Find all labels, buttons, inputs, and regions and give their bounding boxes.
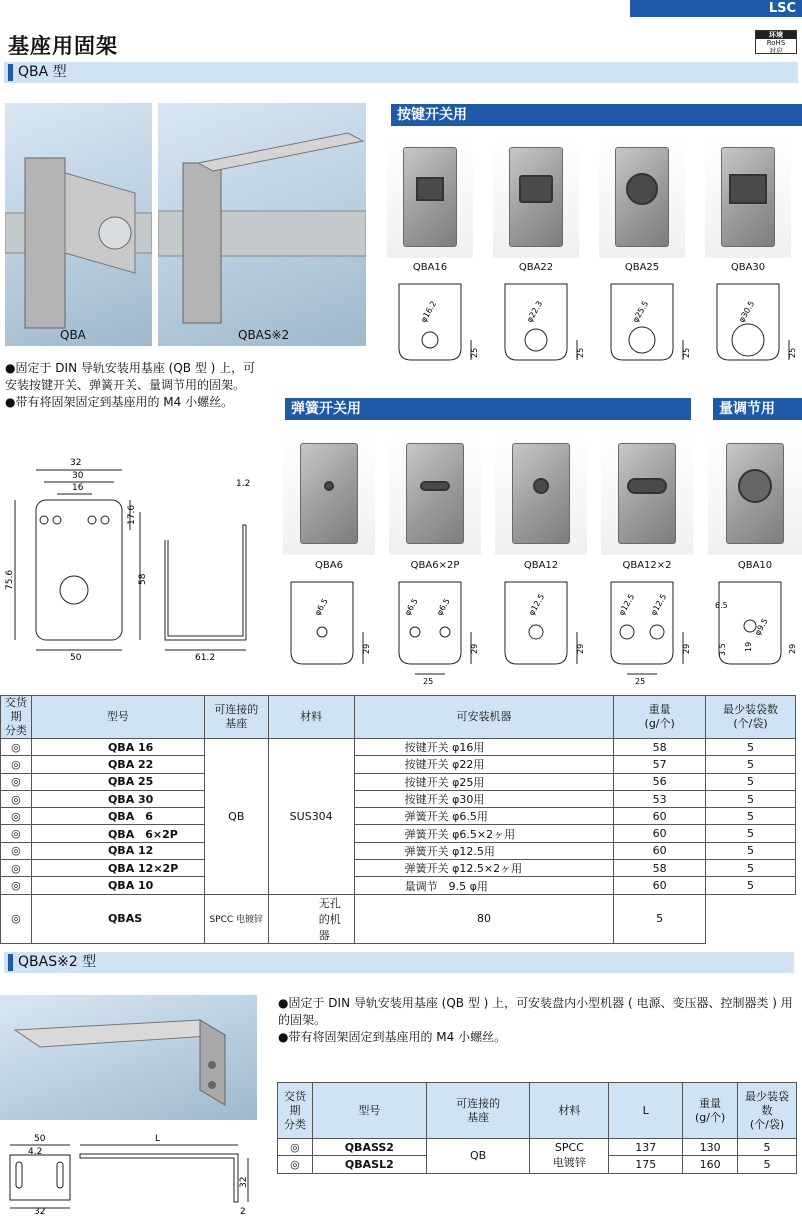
th-min-qty: 最少装袋数 (个/袋): [706, 696, 796, 739]
rohs-line-2: RoHS: [766, 39, 786, 47]
height-qba16: 25: [470, 347, 479, 358]
th-model: 型号: [312, 1083, 426, 1139]
table-row: [1, 860, 796, 877]
qbas-dim-32-side: 32: [239, 1176, 249, 1188]
cell-mark: ◎: [278, 1156, 313, 1173]
cell-equipment: 弹簧开关 φ12.5用: [354, 842, 614, 859]
qba-spec-table: [0, 695, 796, 944]
dia-qba30: φ30.5: [736, 299, 757, 324]
th-weight: 重量 (g/个): [683, 1083, 738, 1139]
dia-qba25: φ25.5: [630, 299, 651, 324]
caption-qba12: QBA12: [523, 560, 559, 571]
cell-model: QBA 30: [31, 790, 204, 807]
qbas-dim-l: L: [155, 1134, 161, 1144]
dia-qba6: φ6.5: [312, 596, 330, 617]
cell-weight: 60: [614, 825, 706, 842]
table-row: [1, 877, 796, 894]
cell-material: SPCC 电镀锌: [530, 1139, 609, 1174]
th-delivery: 交货期 分类: [278, 1083, 313, 1139]
height-qba25: 25: [682, 347, 691, 358]
cell-qty: 5: [706, 773, 796, 790]
cell-qty: 5: [706, 808, 796, 825]
qba-bullets: [5, 360, 265, 411]
cell-equipment: 按键开关 φ30用: [354, 790, 614, 807]
cell-mark: ◎: [1, 894, 32, 943]
th-delivery: 交货期 分类: [1, 696, 32, 739]
width-qba12x2: 25: [635, 677, 646, 686]
cell-weight: 60: [614, 808, 706, 825]
cell-qty: 5: [706, 756, 796, 773]
cell-weight: 56: [614, 773, 706, 790]
cell-length: 137: [609, 1139, 683, 1156]
th-material: 材料: [530, 1083, 609, 1139]
qbas-bullet-1: ●固定于 DIN 导轨安装用基座 (QB 型 ) 上，可安装盘内小型机器 ( 电源、变压器、控制器类 ) 用的固架。: [278, 996, 793, 1027]
dim-qba10-6-5: 6.5: [715, 601, 728, 610]
cell-model: QBAS: [31, 894, 204, 943]
table-row: [1, 739, 796, 756]
cell-material: SUS304: [268, 739, 354, 895]
photo-qbas-product: [0, 995, 257, 1120]
dim-1-2: 1.2: [236, 479, 251, 489]
height-qba10: 29: [788, 643, 797, 654]
cell-weight: 53: [614, 790, 706, 807]
cell-mark: ◎: [1, 825, 32, 842]
cell-model: QBASL2: [312, 1156, 426, 1173]
qbas-photo-illustration: [158, 103, 366, 346]
height-qba6: 29: [362, 643, 371, 654]
qbas-dimension-drawing: [0, 1130, 260, 1215]
product-photo-qba10: [708, 432, 802, 555]
dim-17-6: 17.6: [127, 504, 137, 525]
page-title: 基座用固架: [8, 34, 118, 58]
dia-qba12x2-b: φ12.5: [648, 592, 669, 617]
caption-qba22: QBA22: [518, 262, 554, 273]
cell-model: QBA 6: [31, 808, 204, 825]
caption-qba10: QBA10: [737, 560, 773, 571]
qbas-dim-4-2: 4.2: [28, 1147, 43, 1157]
cell-base: QB: [204, 739, 268, 895]
spring-switch-drawings: [283, 576, 802, 688]
cell-equipment: 按键开关 φ25用: [354, 773, 614, 790]
cell-equipment: 弹簧开关 φ6.5用: [354, 808, 614, 825]
cell-qty: 5: [706, 877, 796, 894]
qba-bullet-2: ●带有将固架固定到基座用的 M4 小螺丝。: [5, 395, 234, 409]
height-qba12: 29: [576, 643, 585, 654]
cell-equipment: 无孔的机器: [268, 894, 354, 943]
rohs-line-3: 对应: [769, 47, 783, 55]
dim-61-2: 61.2: [195, 653, 216, 663]
cell-base: QB: [426, 1139, 530, 1174]
product-photo-qba30: [705, 136, 791, 258]
cell-model: QBA 10: [31, 877, 204, 894]
photo-caption-qbas: QBAS※2: [238, 328, 290, 342]
table-row: [1, 790, 796, 807]
height-qba30: 25: [788, 347, 797, 358]
qbas-product-illustration: [0, 995, 257, 1120]
cell-qty: 5: [738, 1156, 797, 1173]
table-row: [1, 808, 796, 825]
cell-equipment: 按键开关 φ16用: [354, 739, 614, 756]
qbas-spec-table: [277, 1082, 797, 1174]
th-length: L: [609, 1083, 683, 1139]
cell-qty: 5: [614, 894, 706, 943]
cell-model: QBA 25: [31, 773, 204, 790]
photo-qba: [5, 103, 152, 346]
cell-weight: 60: [614, 842, 706, 859]
dim-qba10-19: 19: [744, 641, 753, 652]
qbas-dim-32-bottom: 32: [34, 1207, 46, 1215]
caption-qba25: QBA25: [624, 262, 660, 273]
cell-model: QBASS2: [312, 1139, 426, 1156]
group-label-adjust: 量调节用: [713, 398, 802, 420]
th-base: 可连接的 基座: [426, 1083, 530, 1139]
dia-qba6x2p-b: φ6.5: [434, 596, 452, 617]
dia-qba12: φ12.5: [526, 592, 547, 617]
dia-qba12x2-a: φ12.5: [616, 592, 637, 617]
cell-model: QBA 6×2P: [31, 825, 204, 842]
qba-bullet-1: ●固定于 DIN 导轨安装用基座 (QB 型 ) 上，可安装按键开关、弹簧开关、量调节用的固架。: [5, 361, 256, 392]
cell-mark: ◎: [1, 790, 32, 807]
series-tag: LSC: [630, 0, 802, 17]
cell-weight: 60: [614, 877, 706, 894]
cell-mark: ◎: [1, 860, 32, 877]
qbas-dim-2: 2: [240, 1207, 246, 1215]
product-photo-qba16: [387, 136, 473, 258]
cell-mark: ◎: [1, 739, 32, 756]
table-row: [1, 773, 796, 790]
cell-equipment: 按键开关 φ22用: [354, 756, 614, 773]
table-row: [1, 825, 796, 842]
cell-mark: ◎: [1, 756, 32, 773]
rohs-line-1: 环境: [756, 31, 796, 39]
cell-qty: 5: [738, 1139, 797, 1156]
cell-mark: ◎: [1, 808, 32, 825]
caption-qba6x2p: QBA6×2P: [410, 560, 460, 571]
cell-equipment: 量调节 9.5 φ用: [354, 877, 614, 894]
cell-qty: 5: [706, 739, 796, 756]
caption-qba16: QBA16: [412, 262, 448, 273]
caption-qba12x2: QBA12×2: [622, 560, 672, 571]
cell-weight: 58: [614, 860, 706, 877]
cell-weight: 130: [683, 1139, 738, 1156]
dim-16: 16: [72, 483, 84, 493]
table-row: [1, 756, 796, 773]
cell-model: QBA 16: [31, 739, 204, 756]
th-equipment: 可安装机器: [354, 696, 614, 739]
photo-qbas: [158, 103, 366, 346]
product-photo-qba6: [283, 432, 375, 555]
dim-qba10-3-5: 3.5: [718, 643, 727, 656]
cell-weight: 57: [614, 756, 706, 773]
qbas-bullets: [278, 995, 796, 1046]
cell-model: QBA 12×2P: [31, 860, 204, 877]
caption-qba6: QBA6: [315, 560, 343, 571]
th-base: 可连接的 基座: [204, 696, 268, 739]
th-weight: 重量 (g/个): [614, 696, 706, 739]
photo-caption-qba: QBA: [60, 328, 86, 342]
table-row: [1, 894, 796, 943]
cell-mark: ◎: [1, 842, 32, 859]
cell-qty: 5: [706, 825, 796, 842]
cell-model: QBA 22: [31, 756, 204, 773]
button-switch-drawings: [385, 278, 802, 368]
dim-32: 32: [70, 458, 82, 468]
dim-50: 50: [70, 653, 82, 663]
dim-75-6: 75.6: [5, 569, 15, 590]
qba-photo-illustration: [5, 103, 152, 346]
section-header-qbas: QBAS※2 型: [4, 952, 794, 973]
qba-dimension-drawing: [0, 450, 280, 665]
dia-qba10: φ9.5: [752, 616, 770, 637]
qbas-dim-50: 50: [34, 1134, 46, 1144]
cell-weight: 80: [354, 894, 614, 943]
cell-weight: 160: [683, 1156, 738, 1173]
product-photo-qba12x2: [601, 432, 693, 555]
cell-mark: ◎: [1, 773, 32, 790]
height-qba6x2p: 29: [470, 643, 479, 654]
dim-58: 58: [138, 573, 148, 585]
table-row: [278, 1139, 797, 1156]
cell-mark: ◎: [1, 877, 32, 894]
dia-qba6x2p-a: φ6.5: [402, 596, 420, 617]
cell-material: SPCC 电镀锌: [204, 894, 268, 943]
cell-qty: 5: [706, 860, 796, 877]
cell-equipment: 弹簧开关 φ6.5×2ヶ用: [354, 825, 614, 842]
qbas-bullet-2: ●带有将固架固定到基座用的 M4 小螺丝。: [278, 1030, 507, 1044]
cell-qty: 5: [706, 842, 796, 859]
cell-equipment: 弹簧开关 φ12.5×2ヶ用: [354, 860, 614, 877]
group-label-spring: 弹簧开关用: [285, 398, 691, 420]
table-row: [1, 842, 796, 859]
cell-length: 175: [609, 1156, 683, 1173]
cell-mark: ◎: [278, 1139, 313, 1156]
th-model: 型号: [31, 696, 204, 739]
dia-qba16: φ16.2: [418, 299, 439, 324]
cell-weight: 58: [614, 739, 706, 756]
height-qba12x2: 29: [682, 643, 691, 654]
product-photo-qba12: [495, 432, 587, 555]
product-photo-qba6x2p: [389, 432, 481, 555]
group-label-button: 按键开关用: [391, 104, 802, 126]
product-photo-qba22: [493, 136, 579, 258]
height-qba22: 25: [576, 347, 585, 358]
width-qba6x2p: 25: [423, 677, 434, 686]
th-material: 材料: [268, 696, 354, 739]
th-min-qty: 最少装袋数 (个/袋): [738, 1083, 797, 1139]
cell-qty: 5: [706, 790, 796, 807]
dim-30: 30: [72, 471, 84, 481]
product-photo-qba25: [599, 136, 685, 258]
qba-mount-hole: [60, 576, 88, 604]
rohs-badge: [755, 30, 797, 54]
section-header-qba: QBA 型: [4, 62, 798, 83]
caption-qba30: QBA30: [730, 262, 766, 273]
dia-qba22: φ22.3: [524, 299, 545, 324]
cell-model: QBA 12: [31, 842, 204, 859]
